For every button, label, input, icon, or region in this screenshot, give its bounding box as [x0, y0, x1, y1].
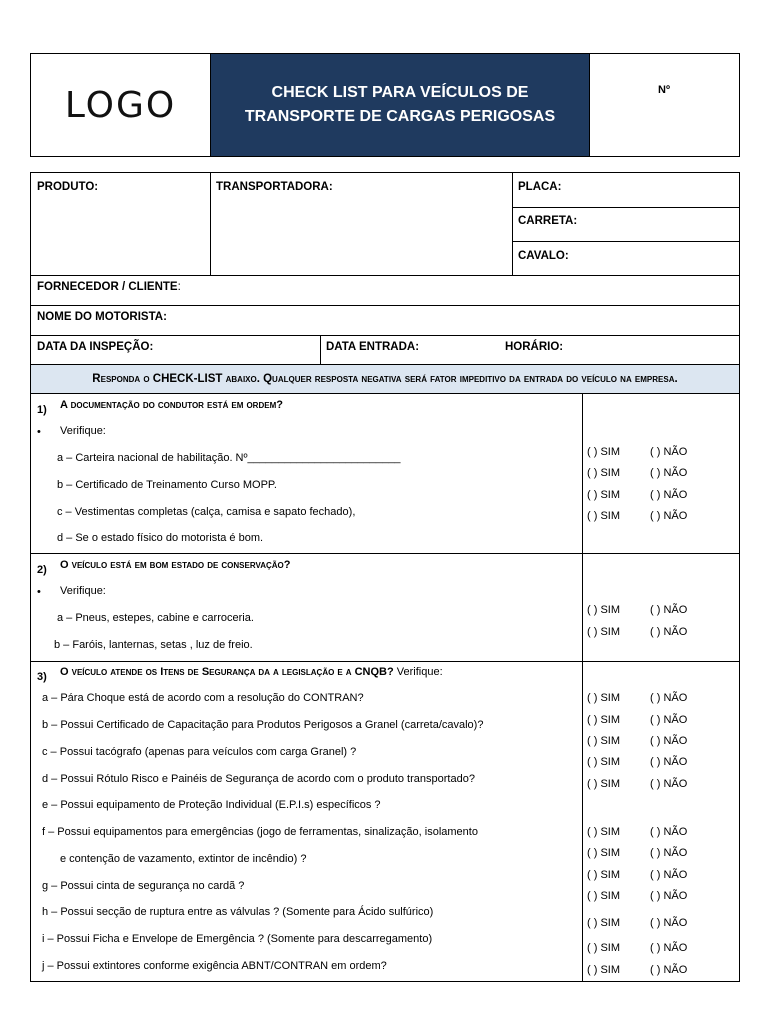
- q1-title: A documentação do condutor está em ordem?: [60, 399, 283, 411]
- q3-item-c: c – Possui tacógrafo (apenas para veículos com carga Granel) ?: [42, 746, 357, 758]
- answer-sim-14[interactable]: ( ) SIM: [587, 869, 620, 881]
- fornecedor-label: FORNECEDOR: [37, 281, 119, 293]
- q3-item-a: a – Pára Choque está de acordo com a resolução do CONTRAN?: [42, 692, 364, 704]
- horario-field[interactable]: HORÁRIO:: [505, 341, 564, 353]
- answer-nao-5[interactable]: ( ) NÃO: [650, 604, 688, 616]
- q3-item-d: d – Possui Rótulo Risco e Painéis de Segurança de acordo com o produto transportado?: [42, 773, 475, 785]
- logo-text: LOGO: [64, 84, 177, 126]
- answer-nao-2[interactable]: ( ) NÃO: [650, 467, 688, 479]
- q3-header: [60, 666, 443, 678]
- instruction-text: Responda o CHECK-LIST abaixo. Qualquer resposta negativa será fator impeditivo da entrada do veículo na empresa.: [92, 373, 678, 385]
- answer-sim-4[interactable]: ( ) SIM: [587, 510, 620, 522]
- answer-sim-18[interactable]: ( ) SIM: [587, 964, 620, 976]
- answer-sim-5[interactable]: ( ) SIM: [587, 604, 620, 616]
- produto-field[interactable]: PRODUTO:: [37, 181, 99, 193]
- answer-sim-12[interactable]: ( ) SIM: [587, 826, 620, 838]
- q2-title: O veículo está em bom estado de conservação?: [60, 559, 291, 571]
- q3-number: 3): [37, 671, 47, 683]
- fornecedor-cliente-field[interactable]: [37, 281, 181, 293]
- answer-sim-10[interactable]: ( ) SIM: [587, 756, 620, 768]
- header-box: [30, 53, 740, 157]
- answer-nao-13[interactable]: ( ) NÃO: [650, 847, 688, 859]
- answer-sim-16[interactable]: ( ) SIM: [587, 917, 620, 929]
- q1-item-a: a – Carteira nacional de habilitação. Nº_________________________: [57, 452, 401, 464]
- answer-sim-1[interactable]: ( ) SIM: [587, 446, 620, 458]
- q3-title: O veículo atende os Itens de Segurança da a legislação e a CNQB?: [60, 666, 394, 678]
- q3-item-b: b – Possui Certificado de Capacitação para Produtos Perigosos a Granel (carreta/cavalo)?: [42, 719, 484, 731]
- carreta-field[interactable]: CARRETA:: [518, 215, 578, 227]
- transportadora-field[interactable]: TRANSPORTADORA:: [216, 181, 333, 193]
- q1-number: 1): [37, 404, 47, 416]
- q1-verifique: Verifique:: [60, 425, 106, 437]
- placa-field[interactable]: PLACA:: [518, 181, 562, 193]
- q3-item-e: e – Possui equipamento de Proteção Individual (E.P.I.s) específicos ?: [42, 799, 381, 811]
- answer-sim-3[interactable]: ( ) SIM: [587, 489, 620, 501]
- fornecedor-separator: /: [118, 281, 129, 293]
- answer-nao-14[interactable]: ( ) NÃO: [650, 869, 688, 881]
- q3-item-j: j – Possui extintores conforme exigência ABNT/CONTRAN em ordem?: [42, 960, 387, 972]
- answer-nao-16[interactable]: ( ) NÃO: [650, 917, 688, 929]
- answer-nao-12[interactable]: ( ) NÃO: [650, 826, 688, 838]
- cliente-label: CLIENTE: [128, 281, 178, 293]
- answer-nao-3[interactable]: ( ) NÃO: [650, 489, 688, 501]
- answer-sim-11[interactable]: ( ) SIM: [587, 778, 620, 790]
- answer-nao-6[interactable]: ( ) NÃO: [650, 626, 688, 638]
- answer-sim-9[interactable]: ( ) SIM: [587, 735, 620, 747]
- motorista-field[interactable]: NOME DO MOTORISTA:: [37, 311, 167, 323]
- data-inspecao-field[interactable]: DATA DA INSPEÇÃO:: [37, 341, 154, 353]
- answer-sim-7[interactable]: ( ) SIM: [587, 692, 620, 704]
- q2-item-b: b – Faróis, lanternas, setas , luz de freio.: [54, 639, 253, 651]
- q3-item-i: i – Possui Ficha e Envelope de Emergência ? (Somente para descarregamento): [42, 933, 433, 945]
- info-table: [30, 172, 740, 365]
- answer-nao-15[interactable]: ( ) NÃO: [650, 890, 688, 902]
- answer-sim-8[interactable]: ( ) SIM: [587, 714, 620, 726]
- answer-sim-13[interactable]: ( ) SIM: [587, 847, 620, 859]
- answer-sim-6[interactable]: ( ) SIM: [587, 626, 620, 638]
- q2-verifique: Verifique:: [60, 585, 106, 597]
- answer-nao-10[interactable]: ( ) NÃO: [650, 756, 688, 768]
- answer-nao-1[interactable]: ( ) NÃO: [650, 446, 688, 458]
- data-entrada-field[interactable]: DATA ENTRADA:: [326, 341, 420, 353]
- q2-item-a: a – Pneus, estepes, cabine e carroceria.: [57, 612, 254, 624]
- q1-item-d: d – Se o estado físico do motorista é bom.: [57, 532, 264, 544]
- answer-sim-2[interactable]: ( ) SIM: [587, 467, 620, 479]
- answer-sim-17[interactable]: ( ) SIM: [587, 942, 620, 954]
- answer-nao-17[interactable]: ( ) NÃO: [650, 942, 688, 954]
- answer-nao-4[interactable]: ( ) NÃO: [650, 510, 688, 522]
- answer-nao-18[interactable]: ( ) NÃO: [650, 964, 688, 976]
- cavalo-field[interactable]: CAVALO:: [518, 250, 569, 262]
- answer-nao-7[interactable]: ( ) NÃO: [650, 692, 688, 704]
- questions-table: [30, 393, 740, 982]
- q3-item-h: h – Possui secção de ruptura entre as válvulas ? (Somente para Ácido sulfúrico): [42, 906, 434, 918]
- number-label: Nº: [658, 84, 670, 96]
- q3-item-g: g – Possui cinta de segurança no cardã ?: [42, 880, 245, 892]
- title-block: [210, 54, 590, 156]
- answer-nao-8[interactable]: ( ) NÃO: [650, 714, 688, 726]
- q3-item-f: f – Possui equipamentos para emergências (jogo de ferramentas, sinalização, isolamento: [42, 826, 478, 838]
- q1-bullet: •: [37, 426, 41, 438]
- answer-nao-11[interactable]: ( ) NÃO: [650, 778, 688, 790]
- q3-verifique: Verifique:: [396, 666, 443, 678]
- instruction-bar: [30, 364, 740, 394]
- logo: [31, 54, 210, 156]
- answer-nao-9[interactable]: ( ) NÃO: [650, 735, 688, 747]
- page-title-line1: CHECK LIST PARA VEÍCULOS DE: [271, 84, 529, 101]
- page-title-line2: TRANSPORTE DE CARGAS PERIGOSAS: [244, 108, 556, 125]
- q3-item-f-cont: e contenção de vazamento, extintor de incêndio) ?: [60, 853, 307, 865]
- q2-bullet: •: [37, 586, 41, 598]
- fornecedor-colon: :: [177, 281, 181, 293]
- q2-number: 2): [37, 564, 47, 576]
- answer-sim-15[interactable]: ( ) SIM: [587, 890, 620, 902]
- q1-item-b: b – Certificado de Treinamento Curso MOPP.: [57, 479, 277, 491]
- q1-item-c: c – Vestimentas completas (calça, camisa e sapato fechado),: [57, 506, 356, 518]
